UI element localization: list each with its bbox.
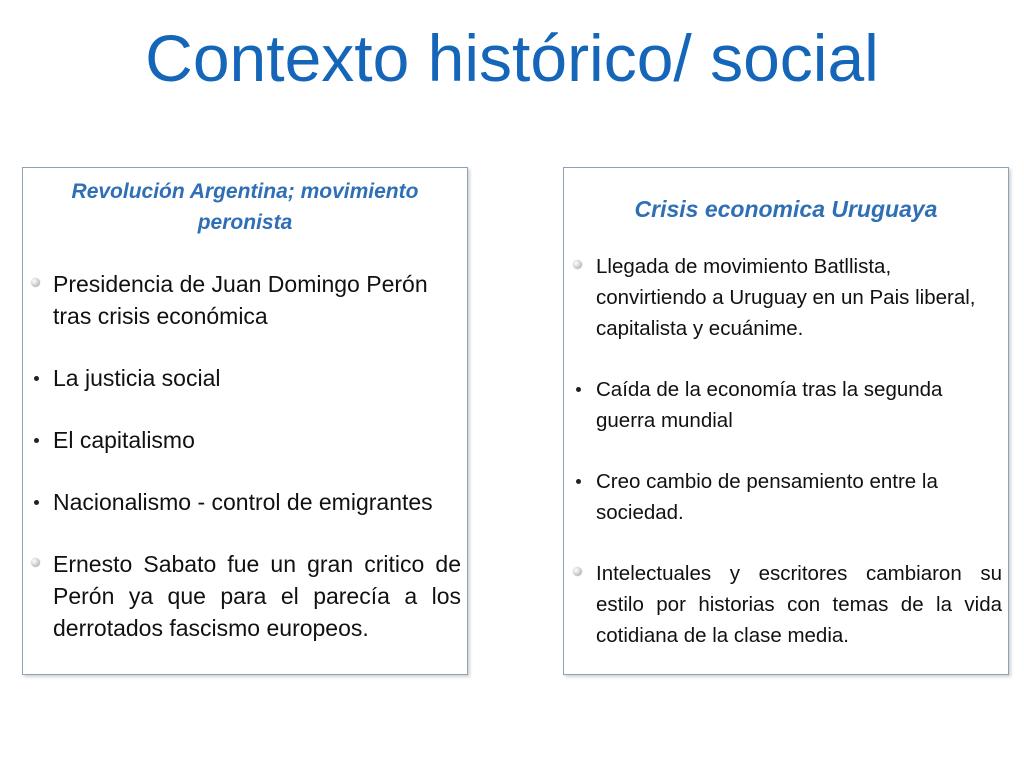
- disc-bullet-icon: [573, 260, 582, 269]
- list-item-text: Caída de la economía tras la segunda guerra mundial: [596, 378, 943, 432]
- list-item-text: El capitalismo: [53, 427, 195, 453]
- slide-title: Contexto histórico/ social: [145, 21, 879, 95]
- list-item: [29, 424, 461, 456]
- list-item: [29, 362, 461, 394]
- right-box-heading: Crisis economica Uruguaya: [634, 196, 938, 222]
- disc-bullet-icon: [31, 278, 40, 287]
- dot-bullet-icon: [34, 376, 39, 381]
- dot-bullet-icon: [576, 387, 581, 392]
- right-content-box: [563, 167, 1009, 675]
- list-item: [570, 251, 1002, 344]
- dot-bullet-icon: [34, 500, 39, 505]
- list-item-text: Ernesto Sabato fue un gran critico de Perón ya que para el parecía a los derrotados fascismo europeos.: [53, 551, 461, 641]
- dot-bullet-icon: [576, 479, 581, 484]
- list-item-text: Presidencia de Juan Domingo Perón tras crisis económica: [53, 271, 428, 329]
- list-item-text: La justicia social: [53, 365, 221, 391]
- left-box-heading: Revolución Argentina; movimiento peronista: [71, 180, 419, 234]
- disc-bullet-icon: [573, 567, 582, 576]
- list-item: [29, 548, 461, 644]
- right-bullet-list: [570, 251, 1002, 651]
- list-item: [29, 486, 461, 518]
- list-item-text: Nacionalismo - control de emigrantes: [53, 489, 433, 515]
- list-item-text: Intelectuales y escritores cambiaron su estilo por historias con temas de la vida cotidiana de la clase media.: [596, 562, 1002, 647]
- list-item: [570, 466, 1002, 528]
- left-content-box: [22, 167, 468, 675]
- list-item-text: Creo cambio de pensamiento entre la sociedad.: [596, 470, 938, 524]
- disc-bullet-icon: [31, 558, 40, 567]
- dot-bullet-icon: [34, 438, 39, 443]
- list-item-text: Llegada de movimiento Batllista, convirtiendo a Uruguay en un Pais liberal, capitalista y ecuánime.: [596, 255, 976, 340]
- list-item: [29, 268, 461, 332]
- list-item: [570, 558, 1002, 651]
- list-item: [570, 374, 1002, 436]
- left-bullet-list: [29, 268, 461, 644]
